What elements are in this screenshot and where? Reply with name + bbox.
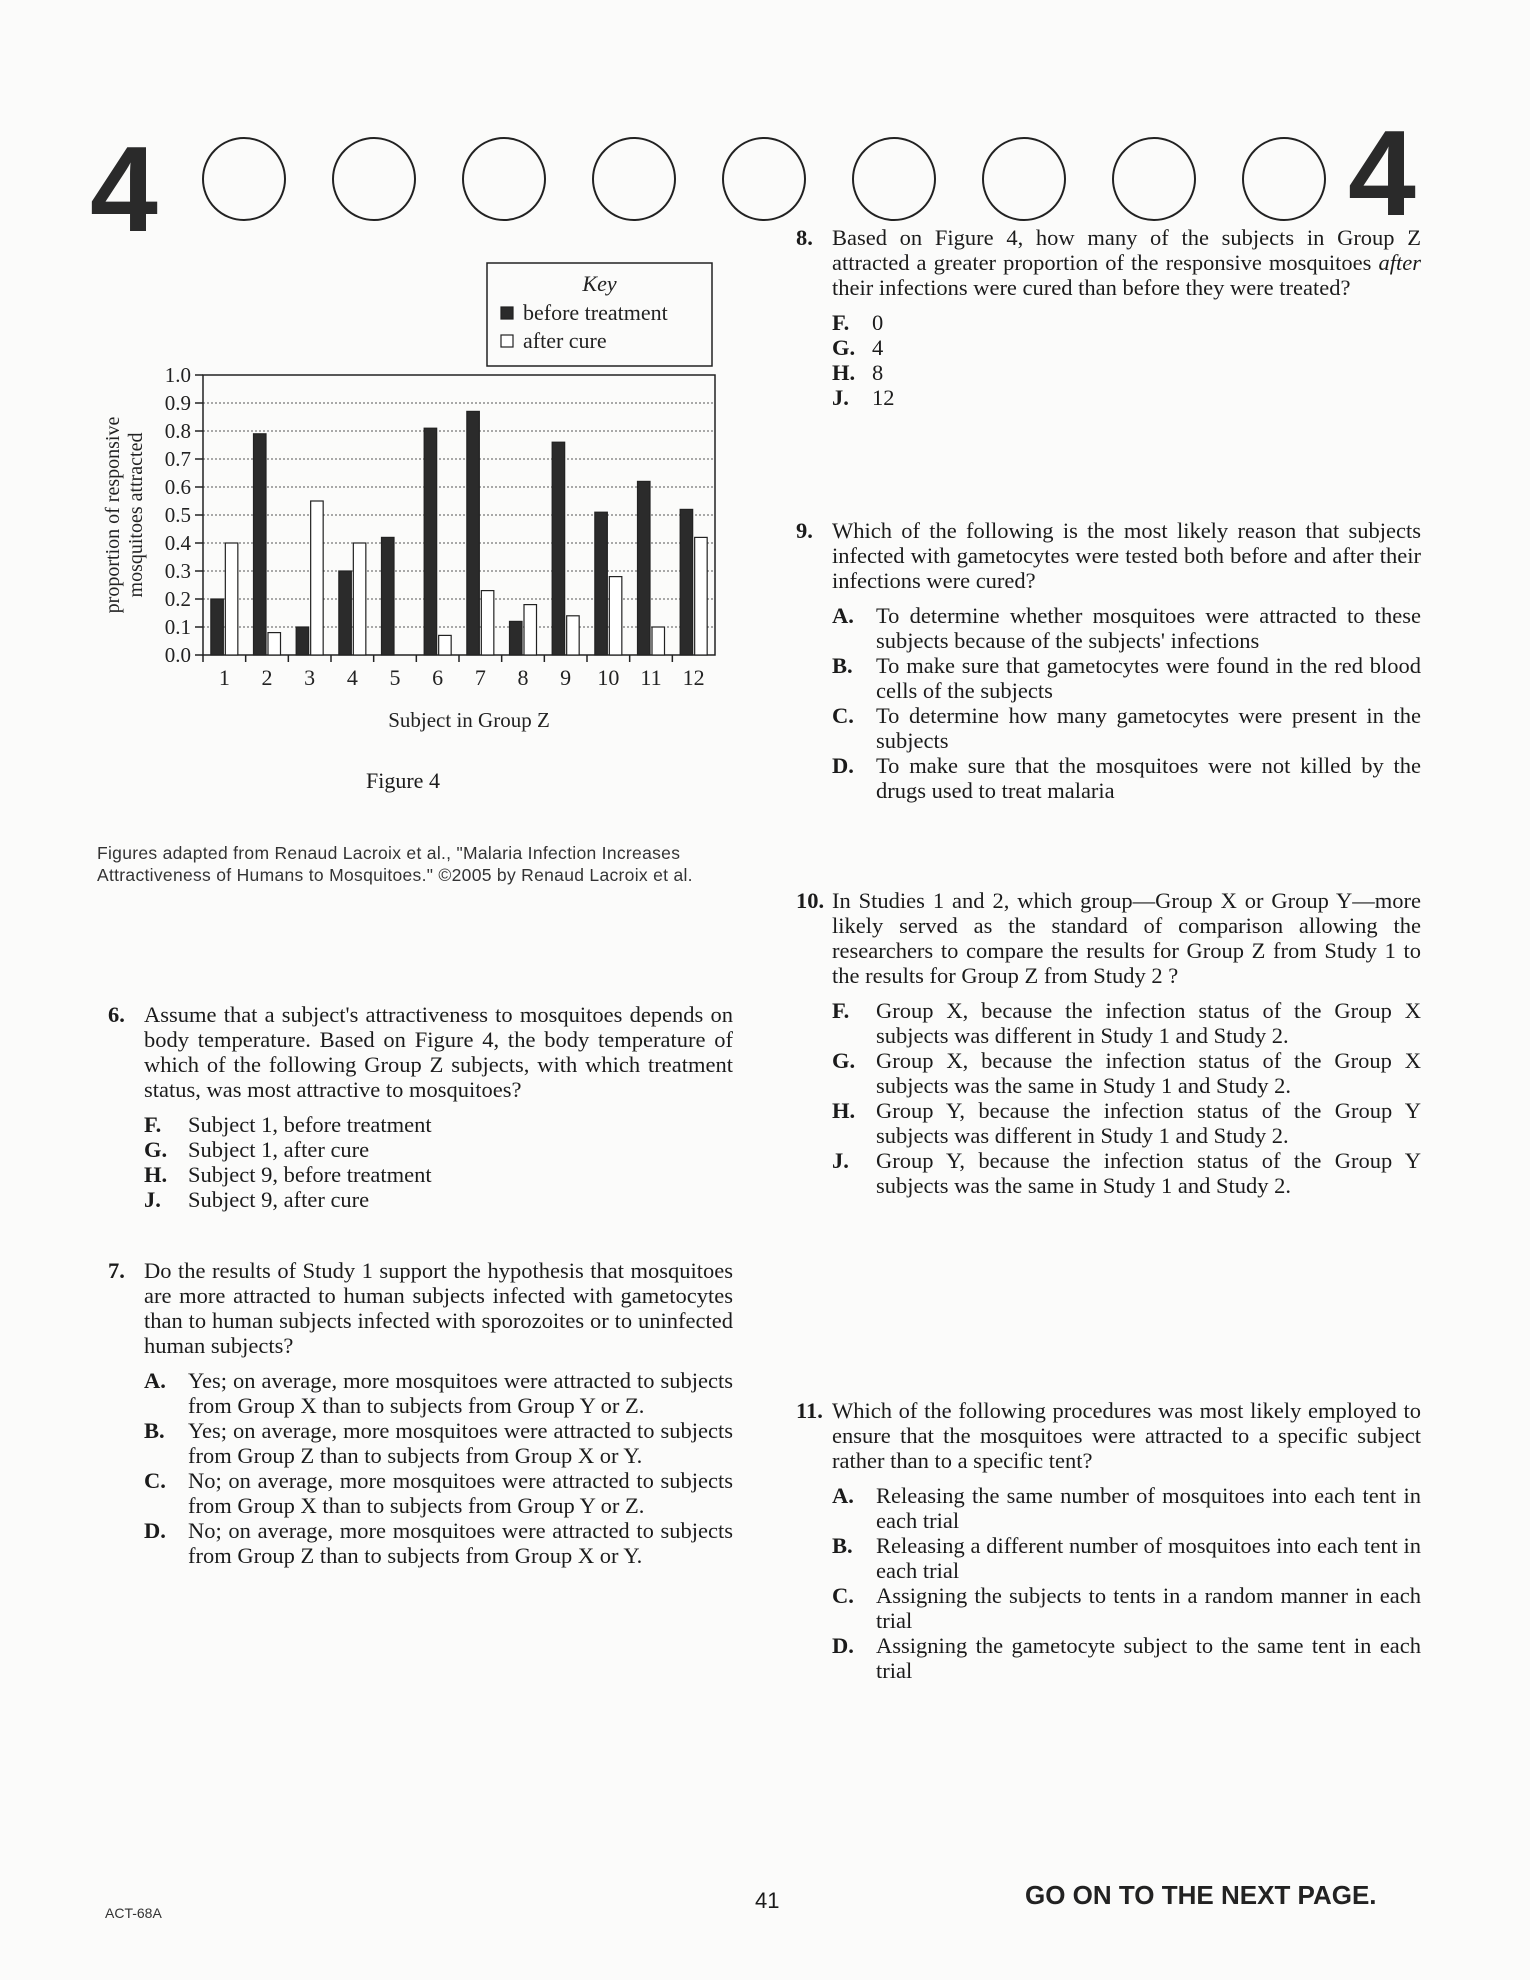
bar-after-cure: [567, 616, 580, 655]
option-letter: D.: [832, 1633, 854, 1658]
y-axis-label: [102, 417, 147, 614]
option-text: To determine how many gametocytes were present in the subjects: [876, 703, 1421, 753]
option-text: Assigning the gametocyte subject to the same tent in each trial: [876, 1633, 1421, 1683]
option-letter: H.: [832, 1098, 856, 1123]
option-text: Yes; on average, more mosquitoes were attracted to subjects from Group Z than to subjects from Group X or Y.: [188, 1418, 733, 1468]
x-tick-label: 2: [261, 665, 273, 690]
figure-4-chart: [95, 255, 735, 735]
answer-option-a[interactable]: [144, 1368, 733, 1418]
option-text: 8: [872, 360, 884, 385]
question-stem: Assume that a subject's attractiveness to mosquitoes depends on body temperature. Based on Figure 4, the body temperature of which of the following Group Z subjects, with which treatment status, was most attractive to mosquitoes?: [144, 1002, 733, 1102]
answer-option-c[interactable]: [832, 703, 1421, 753]
option-letter: C.: [832, 703, 854, 728]
option-letter: A.: [832, 603, 854, 628]
question-stem: Do the results of Study 1 support the hypothesis that mosquitoes are more attracted to human subjects infected with gametocytes than to human subjects infected with sporozoites or to uninfected human subjects?: [144, 1258, 733, 1358]
bar-before-treatment: [595, 512, 608, 655]
option-letter: G.: [144, 1137, 168, 1162]
option-text: Subject 1, after cure: [188, 1137, 370, 1162]
option-letter: J.: [832, 1148, 849, 1173]
option-letter: J.: [832, 385, 849, 410]
option-letter: A.: [832, 1483, 854, 1508]
question-7: [108, 1258, 733, 1568]
y-tick-label: 0.8: [164, 419, 191, 443]
y-tick-label: 0.6: [164, 475, 191, 499]
bar-before-treatment: [254, 434, 267, 655]
option-letter: D.: [144, 1518, 166, 1543]
header-circle: [722, 137, 806, 221]
option-text: Releasing the same number of mosquitoes into each tent in each trial: [876, 1483, 1421, 1533]
bar-before-treatment: [296, 627, 309, 655]
y-tick-label: 1.0: [164, 363, 191, 387]
legend-swatch-after-cure: [501, 335, 513, 347]
answer-option-h[interactable]: [144, 1162, 733, 1187]
question-number: 6.: [108, 1002, 125, 1027]
option-text: To make sure that the mosquitoes were not killed by the drugs used to treat malaria: [876, 753, 1421, 803]
option-letter: F.: [144, 1112, 162, 1137]
option-text: Yes; on average, more mosquitoes were attracted to subjects from Group X than to subjects from Group Y or Z.: [188, 1368, 733, 1418]
bar-after-cure: [225, 543, 238, 655]
bar-before-treatment: [211, 599, 224, 655]
answer-option-f[interactable]: [832, 998, 1421, 1048]
x-tick-label: 1: [218, 665, 230, 690]
answer-option-f[interactable]: [144, 1112, 733, 1137]
option-text: Assigning the subjects to tents in a random manner in each trial: [876, 1583, 1421, 1633]
section-number-left: 4: [90, 121, 158, 257]
question-8: [796, 225, 1421, 410]
legend-swatch-before-treatment: [501, 307, 513, 319]
question-number: 7.: [108, 1258, 125, 1283]
header-circle: [202, 137, 286, 221]
legend-title: Key: [582, 271, 617, 296]
option-letter: J.: [144, 1187, 161, 1212]
x-axis-label: Subject in Group Z: [388, 708, 550, 732]
bar-before-treatment: [680, 509, 693, 655]
option-letter: H.: [832, 360, 856, 385]
answer-option-a[interactable]: [832, 603, 1421, 653]
answer-option-j[interactable]: [144, 1187, 733, 1212]
option-text: 4: [872, 335, 884, 360]
x-tick-label: 8: [517, 665, 529, 690]
bar-after-cure: [311, 501, 324, 655]
option-letter: G.: [832, 1048, 856, 1073]
bar-before-treatment: [552, 442, 565, 655]
option-letter: H.: [144, 1162, 168, 1187]
option-letter: F.: [832, 998, 850, 1023]
bar-before-treatment: [510, 621, 523, 655]
question-stem: Which of the following is the most likely reason that subjects infected with gametocytes were tested both before and after their infections were cured?: [832, 518, 1421, 593]
option-letter: F.: [832, 310, 850, 335]
figure-caption: Figure 4: [366, 768, 440, 793]
x-tick-label: 5: [389, 665, 401, 690]
question-number: 9.: [796, 518, 813, 543]
figure-source: Figures adapted from Renaud Lacroix et al., "Malaria Infection Increases Attractiveness of Humans to Mosquitoes." ©2005 by Renaud Lacroix et al.: [97, 843, 693, 885]
y-axis-label-line: proportion of responsive: [102, 416, 124, 614]
y-tick-label: 0.4: [164, 531, 191, 555]
option-letter: C.: [832, 1583, 854, 1608]
header-circle: [852, 137, 936, 221]
question-stem: Which of the following procedures was most likely employed to ensure that the mosquitoes were attracted to a specific subject rather than to a specific tent?: [832, 1398, 1421, 1473]
bar-before-treatment: [339, 571, 352, 655]
option-letter: C.: [144, 1468, 166, 1493]
answer-option-f[interactable]: [832, 310, 1421, 335]
bar-before-treatment: [382, 537, 395, 655]
y-tick-label: 0.1: [164, 615, 191, 639]
stem-part: their infections were cured than before they were treated?: [832, 275, 1351, 300]
y-tick-label: 0.7: [164, 447, 191, 471]
option-text: Releasing a different number of mosquitoes into each tent in each trial: [876, 1533, 1421, 1583]
answer-option-j[interactable]: [832, 1148, 1421, 1198]
x-tick-label: 11: [640, 665, 662, 690]
page-number: 41: [755, 1888, 780, 1913]
answer-option-c[interactable]: [144, 1468, 733, 1518]
question-6: [108, 1002, 733, 1212]
answer-option-a[interactable]: [832, 1483, 1421, 1533]
option-text: No; on average, more mosquitoes were attracted to subjects from Group Z than to subjects from Group X or Y.: [188, 1518, 733, 1568]
answer-option-g[interactable]: [832, 1048, 1421, 1098]
header-circle: [592, 137, 676, 221]
bar-after-cure: [652, 627, 665, 655]
bar-after-cure: [353, 543, 366, 655]
bar-after-cure: [609, 577, 622, 655]
bar-after-cure: [695, 537, 708, 655]
question-10: [796, 888, 1421, 1198]
header-circle: [332, 137, 416, 221]
answer-option-c[interactable]: [832, 1583, 1421, 1633]
x-tick-label: 10: [597, 665, 620, 690]
option-text: No; on average, more mosquitoes were attracted to subjects from Group X than to subjects from Group Y or Z.: [188, 1468, 733, 1518]
legend-label: before treatment: [523, 300, 668, 325]
y-tick-label: 0.5: [164, 503, 191, 527]
bar-after-cure: [524, 605, 537, 655]
bar-before-treatment: [424, 428, 437, 655]
answer-option-d[interactable]: [832, 1633, 1421, 1683]
stem-part: Based on Figure 4, how many of the subjects in Group Z attracted a greater proportion of the responsive mosquitoes: [832, 225, 1421, 275]
header-circle: [982, 137, 1066, 221]
option-letter: B.: [144, 1418, 165, 1443]
y-tick-label: 0.0: [164, 643, 191, 667]
y-axis-label-line: mosquitoes attracted: [125, 432, 147, 598]
option-text: Group X, because the infection status of the Group X subjects was different in Study 1 and Study 2.: [876, 998, 1421, 1048]
header-circle: [462, 137, 546, 221]
x-tick-label: 12: [682, 665, 705, 690]
answer-option-g[interactable]: [144, 1137, 733, 1162]
question-stem: In Studies 1 and 2, which group—Group X or Group Y—more likely served as the standard of comparison allowing the researchers to compare the results for Group Z from Study 1 to the results for Group Z from Study 2 ?: [832, 888, 1421, 988]
question-9: [796, 518, 1421, 803]
option-text: 0: [872, 310, 884, 335]
answer-option-h[interactable]: [832, 1098, 1421, 1148]
option-text: Subject 9, after cure: [188, 1187, 370, 1212]
option-text: To determine whether mosquitoes were attracted to these subjects because of the subjects' infections: [876, 603, 1421, 653]
y-tick-label: 0.9: [164, 391, 191, 415]
option-letter: A.: [144, 1368, 166, 1393]
question-number: 8.: [796, 225, 813, 250]
answer-option-b[interactable]: [832, 1533, 1421, 1583]
answer-option-d[interactable]: [832, 753, 1421, 803]
question-number: 11.: [796, 1398, 823, 1423]
x-tick-label: 6: [432, 665, 444, 690]
option-text: Group X, because the infection status of the Group X subjects was the same in Study 1 and Study 2.: [876, 1048, 1421, 1098]
option-letter: G.: [832, 335, 856, 360]
next-page-notice: GO ON TO THE NEXT PAGE.: [1025, 1880, 1377, 1910]
stem-emphasis: after: [1378, 250, 1421, 275]
option-text: Subject 1, before treatment: [188, 1112, 432, 1137]
question-11: [796, 1398, 1421, 1683]
y-tick-label: 0.2: [164, 587, 191, 611]
header-circle: [1242, 137, 1326, 221]
option-text: To make sure that gametocytes were found in the red blood cells of the subjects: [876, 653, 1421, 703]
answer-option-b[interactable]: [832, 653, 1421, 703]
legend-label: after cure: [523, 328, 607, 353]
bar-after-cure: [268, 633, 281, 655]
section-number-right: 4: [1348, 105, 1416, 241]
x-tick-label: 3: [304, 665, 316, 690]
header-circle: [1112, 137, 1196, 221]
option-letter: B.: [832, 1533, 853, 1558]
option-text: Group Y, because the infection status of the Group Y subjects was the same in Study 1 and Study 2.: [876, 1148, 1421, 1198]
bar-after-cure: [439, 635, 452, 655]
option-text: Group Y, because the infection status of the Group Y subjects was different in Study 1 and Study 2.: [876, 1098, 1421, 1148]
bar-after-cure: [481, 591, 494, 655]
answer-option-g[interactable]: [832, 335, 1421, 360]
answer-option-j[interactable]: [832, 385, 1421, 410]
answer-option-d[interactable]: [144, 1518, 733, 1568]
answer-option-h[interactable]: [832, 360, 1421, 385]
x-tick-label: 4: [346, 665, 358, 690]
x-tick-label: 9: [560, 665, 572, 690]
x-tick-label: 7: [474, 665, 486, 690]
question-stem: [832, 225, 1421, 300]
y-tick-label: 0.3: [164, 559, 191, 583]
bar-before-treatment: [467, 411, 480, 655]
option-letter: D.: [832, 753, 854, 778]
option-text: Subject 9, before treatment: [188, 1162, 432, 1187]
form-code: ACT-68A: [105, 1905, 162, 1921]
option-text: 12: [872, 385, 895, 410]
option-letter: B.: [832, 653, 853, 678]
question-number: 10.: [796, 888, 825, 913]
answer-option-b[interactable]: [144, 1418, 733, 1468]
bar-before-treatment: [638, 481, 651, 655]
